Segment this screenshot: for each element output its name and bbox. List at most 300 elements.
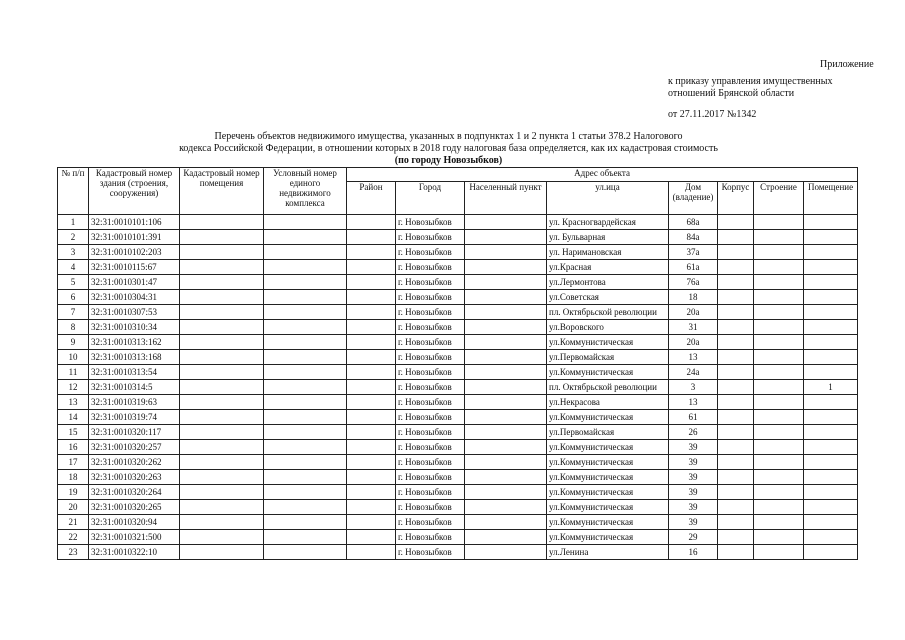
table-row (58, 320, 858, 335)
cadastral-number-cell: 32:31:0010301:47 (89, 275, 180, 290)
house-cell: 13 (669, 350, 718, 365)
street-cell: ул.Коммунистическая (547, 530, 669, 545)
house-cell: 20а (669, 335, 718, 350)
district-cell (347, 530, 396, 545)
street-cell: ул.Первомайская (547, 350, 669, 365)
row-number-cell: 17 (58, 455, 89, 470)
header-korpus: Корпус (718, 182, 754, 215)
street-cell: ул.Красная (547, 260, 669, 275)
korpus-cell (718, 485, 754, 500)
premises-cadastral-cell (180, 530, 264, 545)
premises-cadastral-cell (180, 515, 264, 530)
premises-cell (804, 410, 858, 425)
conditional-number-cell (264, 425, 347, 440)
city-cell: г. Новозыбков (396, 320, 465, 335)
row-number-cell: 14 (58, 410, 89, 425)
conditional-number-cell (264, 230, 347, 245)
street-cell: пл. Октябрьской революции (547, 305, 669, 320)
premises-cadastral-cell (180, 350, 264, 365)
district-cell (347, 350, 396, 365)
row-number-cell: 23 (58, 545, 89, 560)
settlement-cell (465, 470, 547, 485)
stroenie-cell (754, 530, 804, 545)
conditional-number-cell (264, 530, 347, 545)
street-cell: ул.Советская (547, 290, 669, 305)
premises-cell (804, 320, 858, 335)
house-cell: 61а (669, 260, 718, 275)
settlement-cell (465, 350, 547, 365)
cadastral-number-cell: 32:31:0010319:63 (89, 395, 180, 410)
street-cell: ул.Лермонтова (547, 275, 669, 290)
house-cell: 39 (669, 500, 718, 515)
district-cell (347, 380, 396, 395)
premises-cadastral-cell (180, 470, 264, 485)
premises-cadastral-cell (180, 260, 264, 275)
city-cell: г. Новозыбков (396, 395, 465, 410)
stroenie-cell (754, 305, 804, 320)
row-number-cell: 19 (58, 485, 89, 500)
korpus-cell (718, 305, 754, 320)
table-row (58, 260, 858, 275)
row-number-cell: 11 (58, 365, 89, 380)
house-cell: 24а (669, 365, 718, 380)
table-row (58, 275, 858, 290)
premises-cadastral-cell (180, 395, 264, 410)
conditional-number-cell (264, 470, 347, 485)
korpus-cell (718, 260, 754, 275)
row-number-cell: 5 (58, 275, 89, 290)
korpus-cell (718, 425, 754, 440)
premises-cell: 1 (804, 380, 858, 395)
house-cell: 31 (669, 320, 718, 335)
table-row (58, 230, 858, 245)
table-row (58, 410, 858, 425)
korpus-cell (718, 290, 754, 305)
district-cell (347, 290, 396, 305)
korpus-cell (718, 350, 754, 365)
cadastral-number-cell: 32:31:0010314:5 (89, 380, 180, 395)
stroenie-cell (754, 365, 804, 380)
house-cell: 29 (669, 530, 718, 545)
stroenie-cell (754, 350, 804, 365)
korpus-cell (718, 275, 754, 290)
city-cell: г. Новозыбков (396, 500, 465, 515)
cadastral-number-cell: 32:31:0010321:500 (89, 530, 180, 545)
cadastral-number-cell: 32:31:0010320:265 (89, 500, 180, 515)
header-num: № п/п (58, 168, 89, 215)
district-cell (347, 275, 396, 290)
korpus-cell (718, 455, 754, 470)
table-row (58, 515, 858, 530)
city-cell: г. Новозыбков (396, 215, 465, 230)
street-cell: ул. Красногвардейская (547, 215, 669, 230)
city-cell: г. Новозыбков (396, 230, 465, 245)
conditional-number-cell (264, 380, 347, 395)
header-settlement: Населенный пункт (465, 182, 547, 215)
row-number-cell: 9 (58, 335, 89, 350)
table-row (58, 380, 858, 395)
header-cad-building: Кадастровый номер здания (строения, сооружения) (89, 168, 180, 215)
table-row (58, 545, 858, 560)
house-cell: 26 (669, 425, 718, 440)
row-number-cell: 21 (58, 515, 89, 530)
district-cell (347, 440, 396, 455)
city-cell: г. Новозыбков (396, 260, 465, 275)
city-cell: г. Новозыбков (396, 305, 465, 320)
settlement-cell (465, 260, 547, 275)
stroenie-cell (754, 215, 804, 230)
district-cell (347, 320, 396, 335)
house-cell: 39 (669, 515, 718, 530)
house-cell: 68а (669, 215, 718, 230)
korpus-cell (718, 365, 754, 380)
korpus-cell (718, 215, 754, 230)
row-number-cell: 1 (58, 215, 89, 230)
korpus-cell (718, 395, 754, 410)
stroenie-cell (754, 410, 804, 425)
cadastral-number-cell: 32:31:0010322:10 (89, 545, 180, 560)
premises-cadastral-cell (180, 380, 264, 395)
conditional-number-cell (264, 215, 347, 230)
conditional-number-cell (264, 545, 347, 560)
street-cell: ул.Коммунистическая (547, 410, 669, 425)
house-cell: 37а (669, 245, 718, 260)
premises-cell (804, 215, 858, 230)
premises-cadastral-cell (180, 230, 264, 245)
korpus-cell (718, 545, 754, 560)
premises-cell (804, 470, 858, 485)
city-cell: г. Новозыбков (396, 545, 465, 560)
street-cell: ул.Первомайская (547, 425, 669, 440)
table-row (58, 455, 858, 470)
house-cell: 84а (669, 230, 718, 245)
settlement-cell (465, 365, 547, 380)
stroenie-cell (754, 470, 804, 485)
district-cell (347, 455, 396, 470)
row-number-cell: 3 (58, 245, 89, 260)
premises-cadastral-cell (180, 440, 264, 455)
city-cell: г. Новозыбков (396, 410, 465, 425)
premises-cadastral-cell (180, 335, 264, 350)
street-cell: ул.Коммунистическая (547, 455, 669, 470)
appendix-department-line: отношений Брянской области (668, 88, 795, 99)
settlement-cell (465, 290, 547, 305)
table-row (58, 425, 858, 440)
table-body (58, 215, 858, 560)
row-number-cell: 16 (58, 440, 89, 455)
conditional-number-cell (264, 365, 347, 380)
settlement-cell (465, 395, 547, 410)
premises-cell (804, 440, 858, 455)
district-cell (347, 260, 396, 275)
premises-cell (804, 530, 858, 545)
premises-cell (804, 515, 858, 530)
stroenie-cell (754, 455, 804, 470)
row-number-cell: 20 (58, 500, 89, 515)
district-cell (347, 545, 396, 560)
premises-cell (804, 365, 858, 380)
korpus-cell (718, 335, 754, 350)
conditional-number-cell (264, 395, 347, 410)
house-cell: 39 (669, 470, 718, 485)
settlement-cell (465, 275, 547, 290)
korpus-cell (718, 410, 754, 425)
appendix-title: Приложение (820, 59, 874, 70)
korpus-cell (718, 320, 754, 335)
cadastral-number-cell: 32:31:0010310:34 (89, 320, 180, 335)
document-title-line-1: Перечень объектов недвижимого имущества, указанных в подпунктах 1 и 2 пункта 1 статьи 378.2 Налогового (214, 131, 683, 142)
stroenie-cell (754, 395, 804, 410)
premises-cadastral-cell (180, 545, 264, 560)
row-number-cell: 4 (58, 260, 89, 275)
settlement-cell (465, 215, 547, 230)
cadastral-number-cell: 32:31:0010320:94 (89, 515, 180, 530)
cadastral-number-cell: 32:31:0010320:257 (89, 440, 180, 455)
district-cell (347, 335, 396, 350)
stroenie-cell (754, 440, 804, 455)
premises-cell (804, 290, 858, 305)
premises-cadastral-cell (180, 455, 264, 470)
city-cell: г. Новозыбков (396, 515, 465, 530)
street-cell: ул.Коммунистическая (547, 440, 669, 455)
settlement-cell (465, 380, 547, 395)
korpus-cell (718, 245, 754, 260)
city-cell: г. Новозыбков (396, 455, 465, 470)
city-cell: г. Новозыбков (396, 425, 465, 440)
table-row (58, 215, 858, 230)
district-cell (347, 215, 396, 230)
stroenie-cell (754, 500, 804, 515)
district-cell (347, 395, 396, 410)
conditional-number-cell (264, 260, 347, 275)
table-row (58, 350, 858, 365)
conditional-number-cell (264, 350, 347, 365)
settlement-cell (465, 545, 547, 560)
premises-cell (804, 350, 858, 365)
premises-cell (804, 500, 858, 515)
conditional-number-cell (264, 275, 347, 290)
city-cell: г. Новозыбков (396, 245, 465, 260)
stroenie-cell (754, 245, 804, 260)
street-cell: ул.Коммунистическая (547, 335, 669, 350)
stroenie-cell (754, 425, 804, 440)
district-cell (347, 245, 396, 260)
settlement-cell (465, 530, 547, 545)
stroenie-cell (754, 260, 804, 275)
premises-cadastral-cell (180, 245, 264, 260)
table-row (58, 440, 858, 455)
cadastral-number-cell: 32:31:0010313:168 (89, 350, 180, 365)
table-row (58, 305, 858, 320)
house-cell: 76а (669, 275, 718, 290)
row-number-cell: 15 (58, 425, 89, 440)
district-cell (347, 410, 396, 425)
conditional-number-cell (264, 485, 347, 500)
table-row (58, 290, 858, 305)
district-cell (347, 515, 396, 530)
settlement-cell (465, 455, 547, 470)
premises-cell (804, 425, 858, 440)
row-number-cell: 18 (58, 470, 89, 485)
street-cell: ул.Коммунистическая (547, 485, 669, 500)
house-cell: 39 (669, 455, 718, 470)
cadastral-number-cell: 32:31:0010101:391 (89, 230, 180, 245)
settlement-cell (465, 230, 547, 245)
header-cad-premises: Кадастровый номер помещения (180, 168, 264, 215)
row-number-cell: 22 (58, 530, 89, 545)
document-title-line-2: кодекса Российской Федерации, в отношении которых в 2018 году налоговая база определяется, как их кадастровая стоимость (179, 143, 718, 154)
korpus-cell (718, 530, 754, 545)
cadastral-number-cell: 32:31:0010320:262 (89, 455, 180, 470)
house-cell: 39 (669, 440, 718, 455)
settlement-cell (465, 440, 547, 455)
city-cell: г. Новозыбков (396, 365, 465, 380)
conditional-number-cell (264, 455, 347, 470)
city-cell: г. Новозыбков (396, 470, 465, 485)
premises-cadastral-cell (180, 365, 264, 380)
district-cell (347, 425, 396, 440)
premises-cadastral-cell (180, 425, 264, 440)
korpus-cell (718, 470, 754, 485)
cadastral-number-cell: 32:31:0010101:106 (89, 215, 180, 230)
row-number-cell: 13 (58, 395, 89, 410)
cadastral-number-cell: 32:31:0010320:117 (89, 425, 180, 440)
street-cell: ул. Бульварная (547, 230, 669, 245)
city-cell: г. Новозыбков (396, 380, 465, 395)
premises-cadastral-cell (180, 215, 264, 230)
cadastral-number-cell: 32:31:0010307:53 (89, 305, 180, 320)
table-row (58, 365, 858, 380)
row-number-cell: 6 (58, 290, 89, 305)
premises-cadastral-cell (180, 320, 264, 335)
settlement-cell (465, 320, 547, 335)
cadastral-number-cell: 32:31:0010115:67 (89, 260, 180, 275)
korpus-cell (718, 440, 754, 455)
city-cell: г. Новозыбков (396, 290, 465, 305)
street-cell: ул.Некрасова (547, 395, 669, 410)
document-title-line-3: (по городу Новозыбков) (394, 155, 503, 166)
conditional-number-cell (264, 410, 347, 425)
premises-cell (804, 545, 858, 560)
premises-cell (804, 275, 858, 290)
city-cell: г. Новозыбков (396, 440, 465, 455)
district-cell (347, 365, 396, 380)
district-cell (347, 485, 396, 500)
settlement-cell (465, 335, 547, 350)
city-cell: г. Новозыбков (396, 530, 465, 545)
premises-cell (804, 485, 858, 500)
street-cell: пл. Октябрьской революции (547, 380, 669, 395)
settlement-cell (465, 500, 547, 515)
header-stroenie: Строение (754, 182, 804, 215)
street-cell: ул.Коммунистическая (547, 365, 669, 380)
stroenie-cell (754, 320, 804, 335)
property-table (57, 167, 858, 560)
header-city: Город (396, 182, 465, 215)
settlement-cell (465, 425, 547, 440)
city-cell: г. Новозыбков (396, 275, 465, 290)
settlement-cell (465, 305, 547, 320)
street-cell: ул.Коммунистическая (547, 500, 669, 515)
premises-cadastral-cell (180, 410, 264, 425)
street-cell: ул.Коммунистическая (547, 515, 669, 530)
premises-cadastral-cell (180, 485, 264, 500)
stroenie-cell (754, 515, 804, 530)
cadastral-number-cell: 32:31:0010313:54 (89, 365, 180, 380)
premises-cell (804, 305, 858, 320)
house-cell: 39 (669, 485, 718, 500)
header-address: Адрес объекта (347, 168, 858, 182)
city-cell: г. Новозыбков (396, 485, 465, 500)
table-row (58, 530, 858, 545)
district-cell (347, 470, 396, 485)
premises-cadastral-cell (180, 500, 264, 515)
stroenie-cell (754, 290, 804, 305)
house-cell: 16 (669, 545, 718, 560)
premises-cell (804, 395, 858, 410)
header-conditional-number: Условный номер единого недвижимого комплекса (264, 168, 347, 215)
header-district: Район (347, 182, 396, 215)
street-cell: ул.Воровского (547, 320, 669, 335)
settlement-cell (465, 245, 547, 260)
stroenie-cell (754, 230, 804, 245)
settlement-cell (465, 410, 547, 425)
stroenie-cell (754, 275, 804, 290)
district-cell (347, 500, 396, 515)
row-number-cell: 10 (58, 350, 89, 365)
premises-cell (804, 245, 858, 260)
cadastral-number-cell: 32:31:0010313:162 (89, 335, 180, 350)
premises-cadastral-cell (180, 290, 264, 305)
korpus-cell (718, 380, 754, 395)
premises-cell (804, 455, 858, 470)
appendix-order-line: к приказу управления имущественных (668, 76, 833, 87)
conditional-number-cell (264, 515, 347, 530)
house-cell: 20а (669, 305, 718, 320)
row-number-cell: 7 (58, 305, 89, 320)
premises-cell (804, 230, 858, 245)
cadastral-number-cell: 32:31:0010320:263 (89, 470, 180, 485)
cadastral-number-cell: 32:31:0010319:74 (89, 410, 180, 425)
conditional-number-cell (264, 500, 347, 515)
conditional-number-cell (264, 290, 347, 305)
cadastral-number-cell: 32:31:0010320:264 (89, 485, 180, 500)
table-row (58, 335, 858, 350)
city-cell: г. Новозыбков (396, 335, 465, 350)
premises-cadastral-cell (180, 275, 264, 290)
city-cell: г. Новозыбков (396, 350, 465, 365)
street-cell: ул. Наримановская (547, 245, 669, 260)
korpus-cell (718, 230, 754, 245)
premises-cell (804, 335, 858, 350)
house-cell: 18 (669, 290, 718, 305)
table-row (58, 470, 858, 485)
house-cell: 3 (669, 380, 718, 395)
header-house: Дом (владение) (669, 182, 718, 215)
premises-cadastral-cell (180, 305, 264, 320)
table-row (58, 485, 858, 500)
street-cell: ул.Ленина (547, 545, 669, 560)
house-cell: 13 (669, 395, 718, 410)
cadastral-number-cell: 32:31:0010102:203 (89, 245, 180, 260)
house-cell: 61 (669, 410, 718, 425)
settlement-cell (465, 485, 547, 500)
korpus-cell (718, 500, 754, 515)
stroenie-cell (754, 545, 804, 560)
district-cell (347, 305, 396, 320)
settlement-cell (465, 515, 547, 530)
stroenie-cell (754, 485, 804, 500)
